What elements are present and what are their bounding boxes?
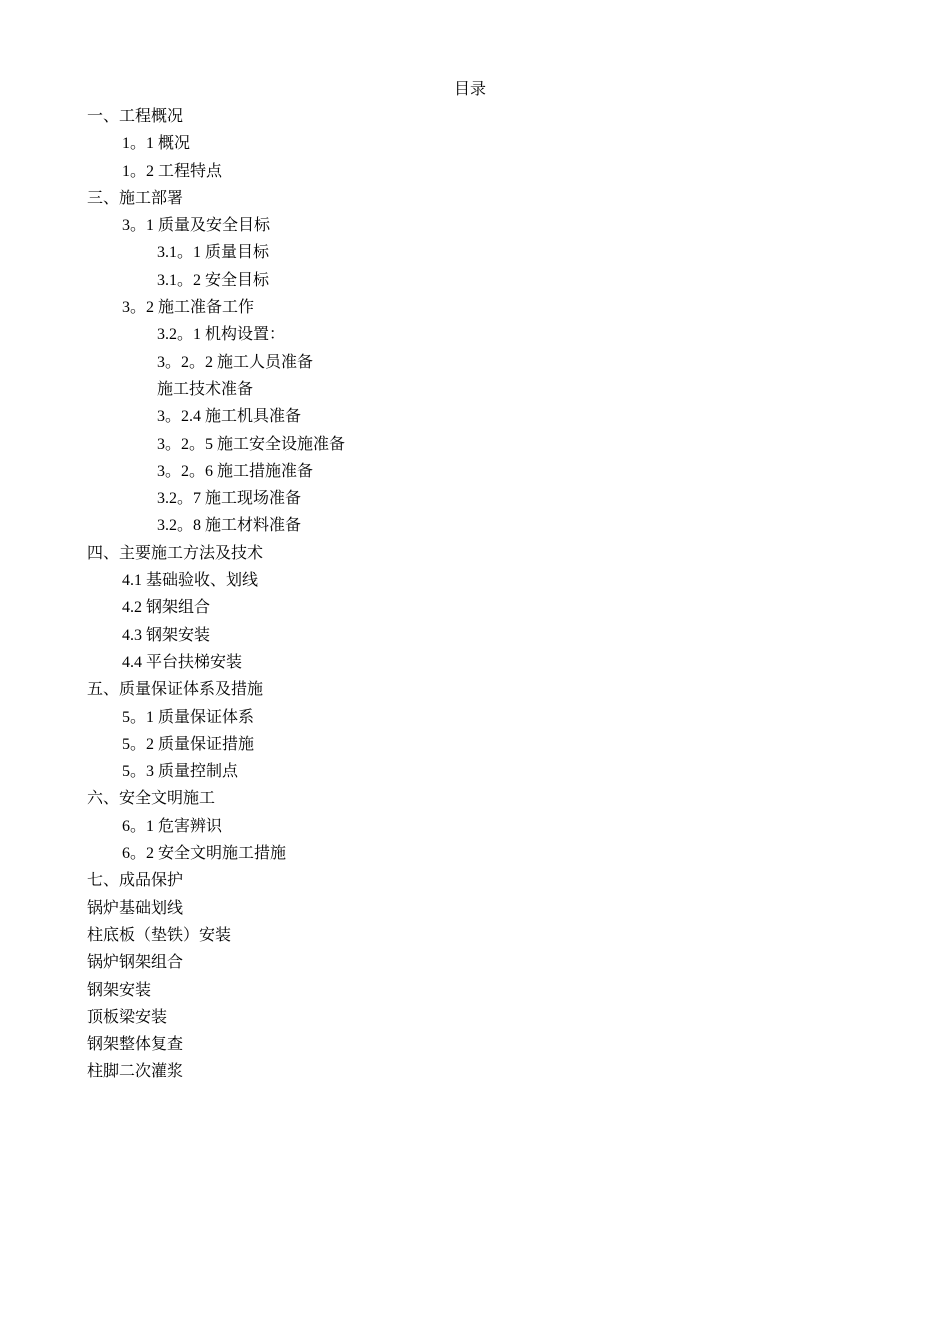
toc-entry: 4.3 钢架安装	[122, 626, 211, 644]
toc-title: 目录	[453, 81, 486, 98]
table-of-contents	[0, 107, 940, 1090]
toc-entry: 1。1 概况	[122, 135, 191, 153]
toc-entry: 五、质量保证体系及措施	[87, 681, 264, 699]
toc-entry: 七、成品保护	[87, 872, 184, 890]
toc-entry: 3.2。7 施工现场准备	[157, 490, 302, 508]
toc-entry: 5。3 质量控制点	[122, 763, 239, 781]
toc-entry: 3.1。2 安全目标	[157, 271, 270, 289]
toc-entry: 1。2 工程特点	[122, 162, 223, 180]
toc-entry: 3.1。1 质量目标	[157, 244, 270, 262]
toc-entry: 3。1 质量及安全目标	[122, 217, 271, 235]
toc-entry: 6。2 安全文明施工措施	[122, 845, 287, 863]
toc-entry: 4.2 钢架组合	[122, 599, 211, 617]
toc-entry: 锅炉钢架组合	[87, 954, 184, 972]
toc-entry: 5。2 质量保证措施	[122, 735, 255, 753]
toc-entry: 3。2.4 施工机具准备	[157, 408, 302, 426]
toc-entry: 6。1 危害辨识	[122, 817, 223, 835]
toc-entry: 3.2。1 机构设置：	[157, 326, 286, 344]
toc-entry: 3。2。5 施工安全设施准备	[157, 435, 346, 453]
toc-entry: 柱脚二次灌浆	[87, 1063, 184, 1081]
toc-entry: 3。2。2 施工人员准备	[157, 353, 314, 371]
toc-entry: 一、工程概况	[87, 108, 184, 125]
toc-entry: 5。1 质量保证体系	[122, 708, 255, 726]
toc-entry: 六、安全文明施工	[87, 790, 216, 808]
toc-entry: 锅炉基础划线	[87, 899, 184, 917]
toc-entry: 三、施工部署	[87, 189, 184, 207]
toc-entry: 施工技术准备	[157, 380, 254, 398]
toc-entry: 4.1 基础验收、划线	[122, 572, 259, 590]
toc-entry: 3.2。8 施工材料准备	[157, 517, 302, 535]
toc-entry: 3。2。6 施工措施准备	[157, 462, 314, 480]
toc-entry: 柱底板（垫铁）安装	[87, 926, 232, 944]
toc-entry: 四、主要施工方法及技术	[87, 544, 264, 562]
toc-entry: 钢架安装	[87, 981, 152, 999]
toc-entry: 3。2 施工准备工作	[122, 299, 255, 317]
toc-entry: 钢架整体复查	[87, 1036, 184, 1054]
toc-entry: 顶板梁安装	[87, 1008, 168, 1026]
toc-entry: 4.4 平台扶梯安装	[122, 653, 243, 671]
